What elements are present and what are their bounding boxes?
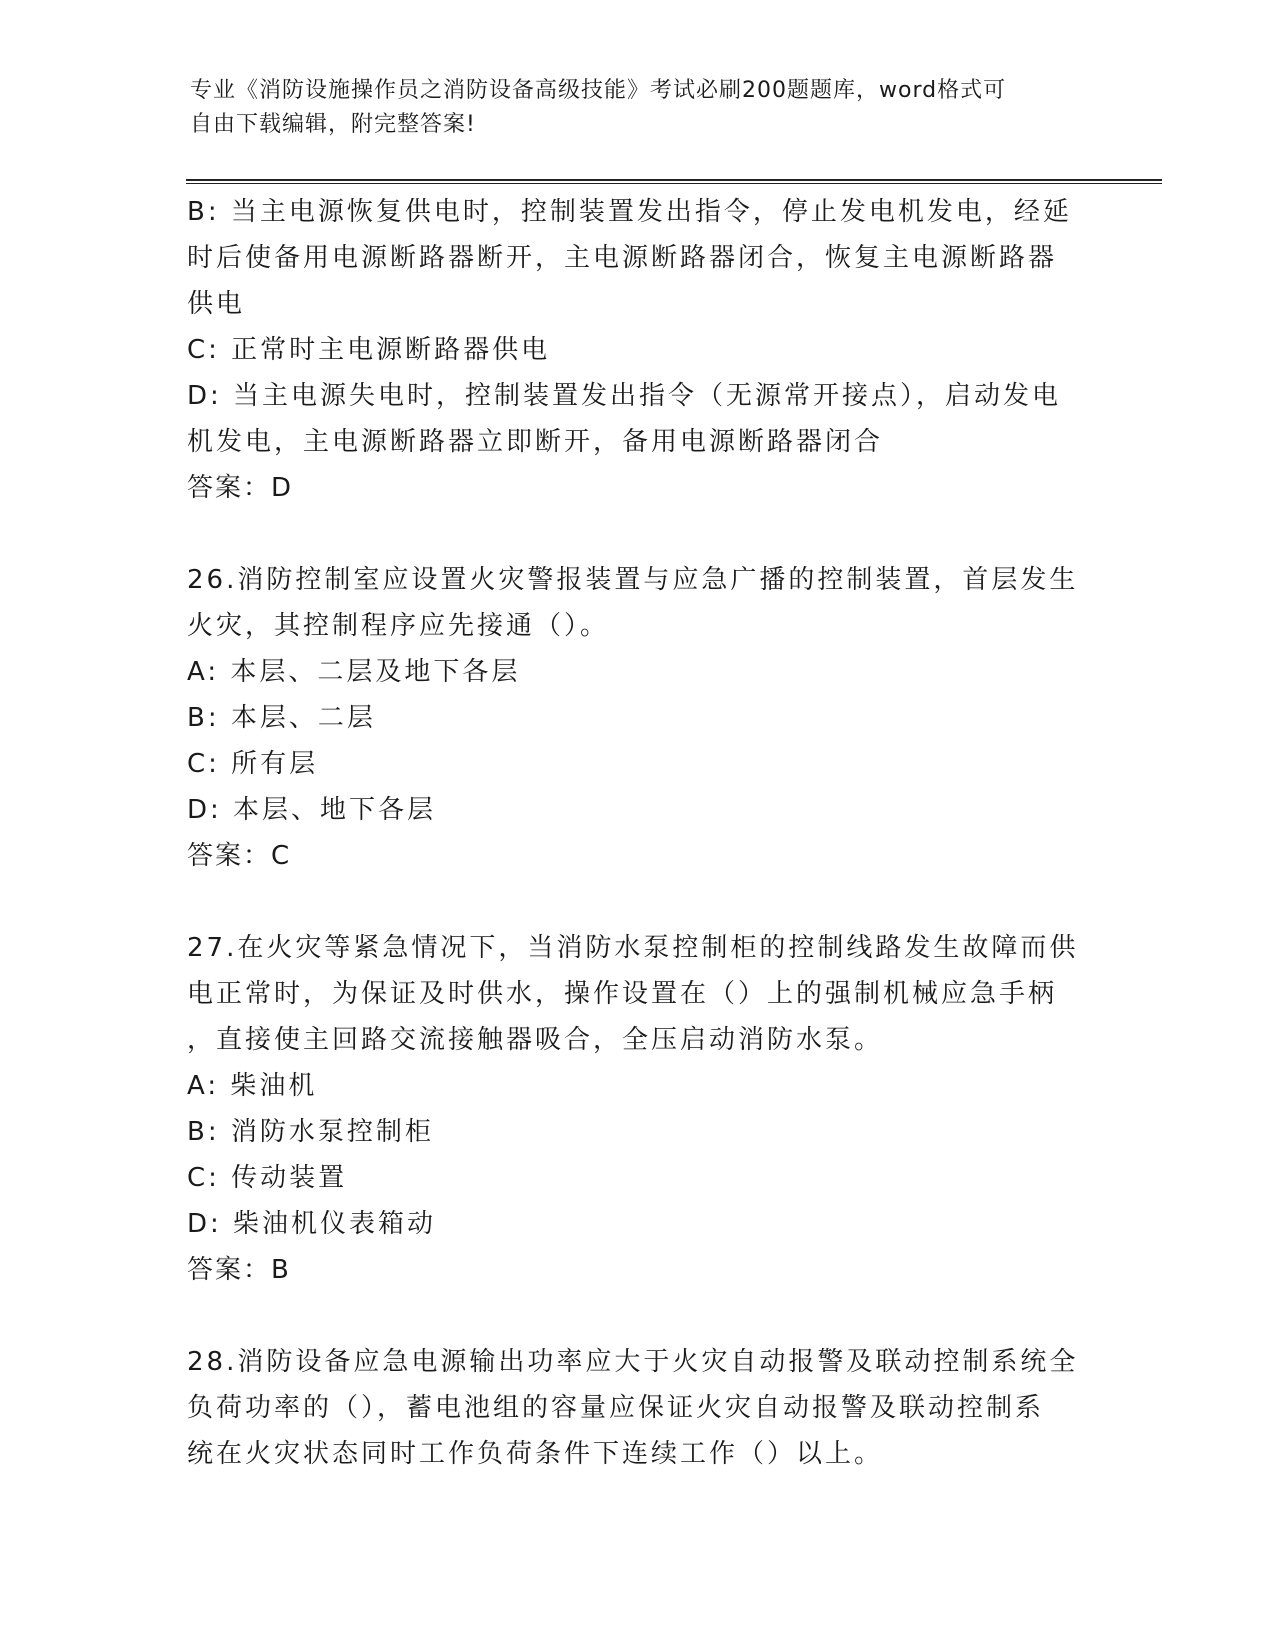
option-d-line-1: D: 当主电源失电时，控制装置发出指令（无源常开接点），启动发电 bbox=[187, 381, 1062, 411]
question-stem-line-3: ，直接使主回路交流接触器吸合，全压启动消防水泵。 bbox=[187, 1025, 884, 1055]
question-stem-line-1: 28.消防设备应急电源输出功率应大于火灾自动报警及联动控制系统全 bbox=[187, 1347, 1079, 1377]
option-b-line-3: 供电 bbox=[187, 289, 246, 319]
header-divider-thick bbox=[186, 179, 1162, 181]
answer: 答案：B bbox=[187, 1255, 291, 1285]
spacer bbox=[187, 511, 1087, 557]
question-stem-line-1: 27.在火灾等紧急情况下，当消防水泵控制柜的控制线路发生故障而供 bbox=[187, 933, 1079, 963]
question-stem-line-3: 统在火灾状态同时工作负荷条件下连续工作（）以上。 bbox=[187, 1439, 884, 1469]
question-list bbox=[187, 189, 1087, 1477]
spacer bbox=[187, 879, 1087, 925]
option-a: A: 本层、二层及地下各层 bbox=[187, 657, 521, 687]
question-stem-line-2: 负荷功率的（），蓄电池组的容量应保证火灾自动报警及联动控制系 bbox=[187, 1393, 1045, 1423]
question-25 bbox=[187, 189, 1087, 511]
question-28 bbox=[187, 1339, 1087, 1477]
question-stem-line-2: 电正常时，为保证及时供水，操作设置在（）上的强制机械应急手柄 bbox=[187, 979, 1058, 1009]
answer: 答案：C bbox=[187, 841, 292, 871]
spacer bbox=[187, 1293, 1087, 1339]
option-a: A: 柴油机 bbox=[187, 1071, 318, 1101]
option-c: C: 正常时主电源断路器供电 bbox=[187, 335, 551, 365]
option-b: B: 本层、二层 bbox=[187, 703, 376, 733]
header-title-line-1: 专业《消防设施操作员之消防设备高级技能》考试必刷200题题库，word格式可 bbox=[190, 78, 1007, 103]
option-d: D: 本层、地下各层 bbox=[187, 795, 437, 825]
document-header bbox=[190, 74, 1090, 142]
option-d-line-2: 机发电，主电源断路器立即断开，备用电源断路器闭合 bbox=[187, 427, 884, 457]
question-stem-line-2: 火灾，其控制程序应先接通（）。 bbox=[187, 611, 610, 641]
question-26 bbox=[187, 557, 1087, 879]
question-stem-line-1: 26.消防控制室应设置火灾警报装置与应急广播的控制装置，首层发生 bbox=[187, 565, 1079, 595]
header-title-line-2: 自由下载编辑，附完整答案! bbox=[190, 112, 476, 137]
question-27 bbox=[187, 925, 1087, 1293]
header-divider-thin bbox=[186, 183, 1162, 184]
option-b-line-1: B: 当主电源恢复供电时，控制装置发出指令，停止发电机发电，经延 bbox=[187, 197, 1072, 227]
answer: 答案：D bbox=[187, 473, 294, 503]
option-b: B: 消防水泵控制柜 bbox=[187, 1117, 434, 1147]
option-b-line-2: 时后使备用电源断路器断开，主电源断路器闭合，恢复主电源断路器 bbox=[187, 243, 1058, 273]
option-c: C: 传动装置 bbox=[187, 1163, 348, 1193]
option-c: C: 所有层 bbox=[187, 749, 319, 779]
option-d: D: 柴油机仪表箱动 bbox=[187, 1209, 437, 1239]
